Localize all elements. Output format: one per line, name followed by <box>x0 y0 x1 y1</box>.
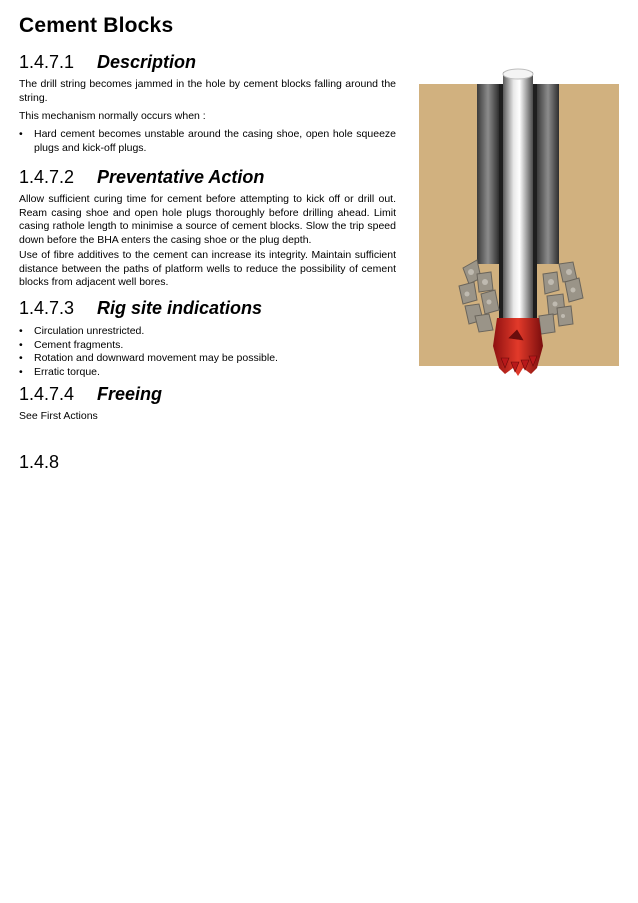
section-heading-preventative-action <box>19 167 264 188</box>
drill-pipe <box>503 72 533 318</box>
rig-site-bullet-list <box>19 325 396 379</box>
list-item: • Circulation unrestricted. <box>19 325 145 337</box>
list-item: • Erratic torque. <box>19 365 100 378</box>
section-number: 1.4.7.2 <box>19 167 75 187</box>
casing-right <box>537 84 559 264</box>
description-paragraph-1: The drill string becomes jammed in the hole by cement blocks falling around the string. <box>19 78 396 104</box>
section-number: 1.4.7.4 <box>19 384 75 404</box>
list-item: • Cement fragments. <box>19 338 124 351</box>
description-bullet-list <box>19 128 396 155</box>
preventative-paragraph-1: Allow sufficient curing time for cement before attempting to kick off or drill out. Ream casing shoe and open hole plugs thoroughly before drilling ahead. Limit casing rathole length to minimise a source of cement blocks. Slow the trip speed down before the BHA enters the casing shoe or the plug depth. <box>19 193 396 246</box>
bullet-icon: • <box>19 325 23 337</box>
page-title: Cement Blocks <box>19 14 174 37</box>
section-number: 1.4.8 <box>19 452 60 472</box>
section-heading-freeing <box>19 384 162 405</box>
section-name: Description <box>97 52 197 72</box>
freeing-text: See First Actions <box>19 410 98 422</box>
list-item: • Hard cement becomes unstable around the casing shoe, open hole squeeze plugs and kick-off plugs. <box>19 128 396 154</box>
bullet-icon: • <box>19 338 23 351</box>
section-name: Freeing <box>97 384 163 404</box>
drill-pipe-top <box>503 69 533 79</box>
preventative-paragraph-2: Use of fibre additives to the cement can increase its integrity. Maintain sufficient distance between the paths of platform wells to reduce the possibility of cement blocks from adjacent well bores. <box>19 249 396 288</box>
section-heading-description <box>19 52 196 73</box>
bullet-icon: • <box>19 352 23 364</box>
section-number: 1.4.7.3 <box>19 298 75 318</box>
bullet-icon: • <box>19 365 23 378</box>
section-name: Rig site indications <box>97 298 263 318</box>
bullet-icon: • <box>19 128 23 140</box>
description-paragraph-2: This mechanism normally occurs when : <box>19 110 206 122</box>
section-heading-next <box>19 452 97 473</box>
section-heading-rig-site-indications <box>19 298 262 319</box>
section-name: Preventative Action <box>97 167 265 187</box>
casing-left <box>477 84 499 264</box>
cement-blocks-illustration <box>419 68 619 388</box>
drill-bit <box>493 318 543 376</box>
section-number: 1.4.7.1 <box>19 52 75 72</box>
list-item: • Rotation and downward movement may be possible. <box>19 352 278 364</box>
